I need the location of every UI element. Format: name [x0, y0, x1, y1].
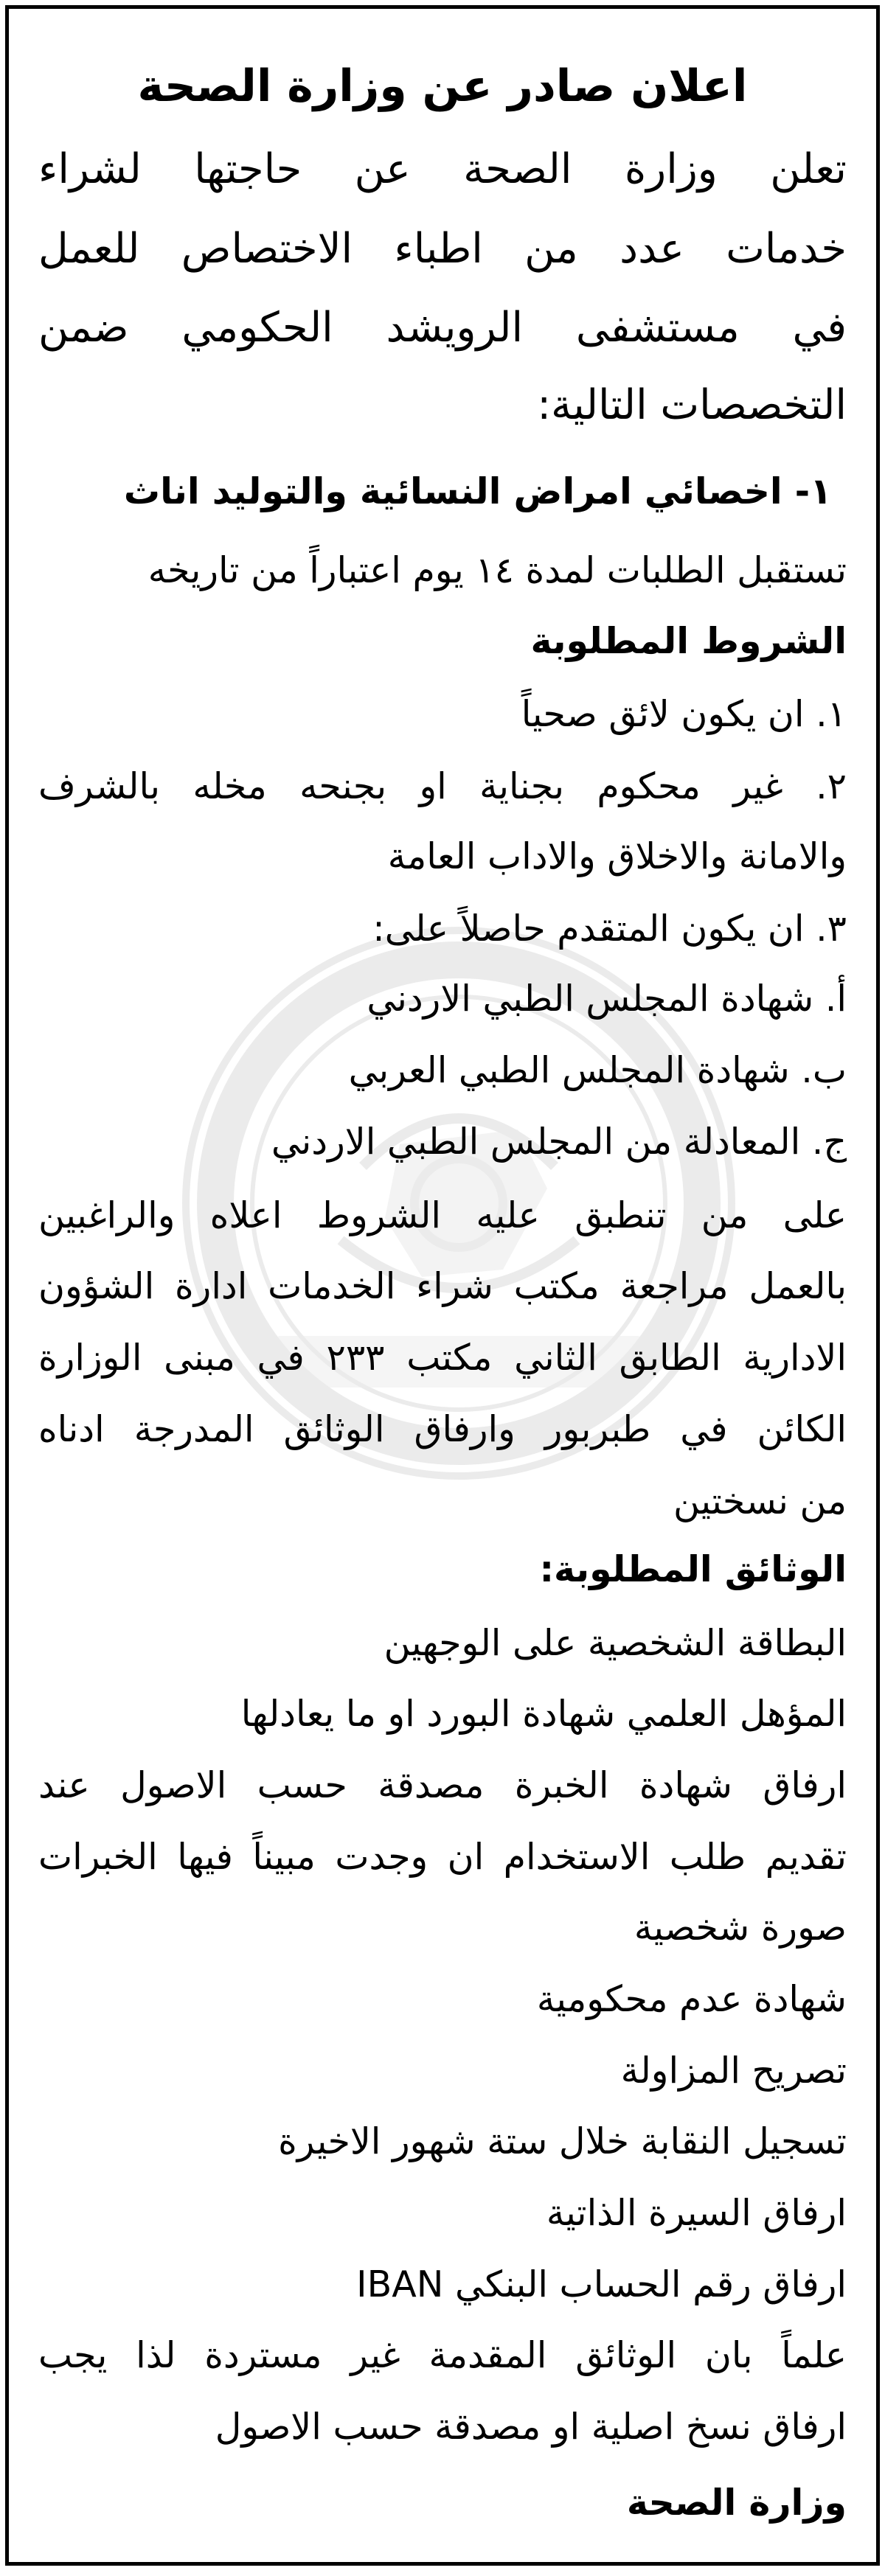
- condition-item: ١. ان يكون لائق صحياً: [521, 693, 847, 735]
- document-item: ارفاق رقم الحساب البنكي IBAN: [356, 2263, 847, 2305]
- instructions-line: الادارية الطابق الثاني مكتب ٢٣٣ في مبنى الوزارة: [38, 1337, 847, 1379]
- document-item: صورة شخصية: [634, 1907, 847, 1949]
- document-item: تصريح المزاولة: [620, 2050, 847, 2092]
- instructions-line: من نسختين: [673, 1480, 847, 1522]
- documents-heading: الوثائق المطلوبة:: [539, 1548, 847, 1590]
- document-item: ارفاق شهادة الخبرة مصدقة حسب الاصول عند: [38, 1764, 847, 1806]
- condition-item: ٢. غير محكوم بجناية او بجنحه مخله بالشرف: [38, 765, 847, 807]
- condition-item: ب. شهادة المجلس الطبي العربي: [348, 1049, 847, 1091]
- note-line: علماً بان الوثائق المقدمة غير مستردة لذا يجب: [38, 2334, 847, 2376]
- condition-item: ج. المعادلة من المجلس الطبي الاردني: [271, 1121, 847, 1163]
- condition-item: أ. شهادة المجلس الطبي الاردني: [367, 978, 847, 1020]
- announcement-title: اعلان صادر عن وزارة الصحة: [137, 60, 748, 112]
- signature: وزارة الصحة: [626, 2482, 847, 2524]
- condition-item: والامانة والاخلاق والاداب العامة: [387, 835, 847, 877]
- document-item: تسجيل النقابة خلال ستة شهور الاخيرة: [278, 2120, 847, 2162]
- conditions-heading: الشروط المطلوبة: [530, 620, 847, 662]
- document-item: شهادة عدم محكومية: [536, 1978, 847, 2020]
- document-item: البطاقة الشخصية على الوجهين: [384, 1622, 847, 1664]
- specialty-heading: ١- اخصائي امراض النسائية والتوليد اناث: [123, 470, 832, 512]
- intro-line: في مستشفى الرويشد الحكومي ضمن: [38, 304, 847, 352]
- document-item: ارفاق السيرة الذاتية: [546, 2192, 847, 2234]
- document-item: المؤهل العلمي شهادة البورد او ما يعادلها: [240, 1693, 847, 1735]
- application-period: تستقبل الطلبات لمدة ١٤ يوم اعتباراً من تاريخه: [148, 549, 847, 591]
- instructions-line: الكائن في طبربور وارفاق الوثائق المدرجة ادناه: [38, 1408, 847, 1450]
- instructions-line: على من تنطبق عليه الشروط اعلاه والراغبين: [38, 1194, 847, 1236]
- condition-item: ٣. ان يكون المتقدم حاصلاً على:: [372, 908, 847, 950]
- intro-line: التخصصات التالية:: [537, 381, 847, 429]
- intro-line: خدمات عدد من اطباء الاختصاص للعمل: [38, 225, 847, 273]
- intro-line: تعلن وزارة الصحة عن حاجتها لشراء: [38, 145, 847, 193]
- note-line: ارفاق نسخ اصلية او مصدقة حسب الاصول: [215, 2406, 847, 2448]
- announcement-page: [5, 5, 880, 2566]
- instructions-line: بالعمل مراجعة مكتب شراء الخدمات ادارة الشؤون: [38, 1265, 847, 1307]
- document-item: تقديم طلب الاستخدام ان وجدت مبيناً فيها الخبرات: [38, 1836, 847, 1878]
